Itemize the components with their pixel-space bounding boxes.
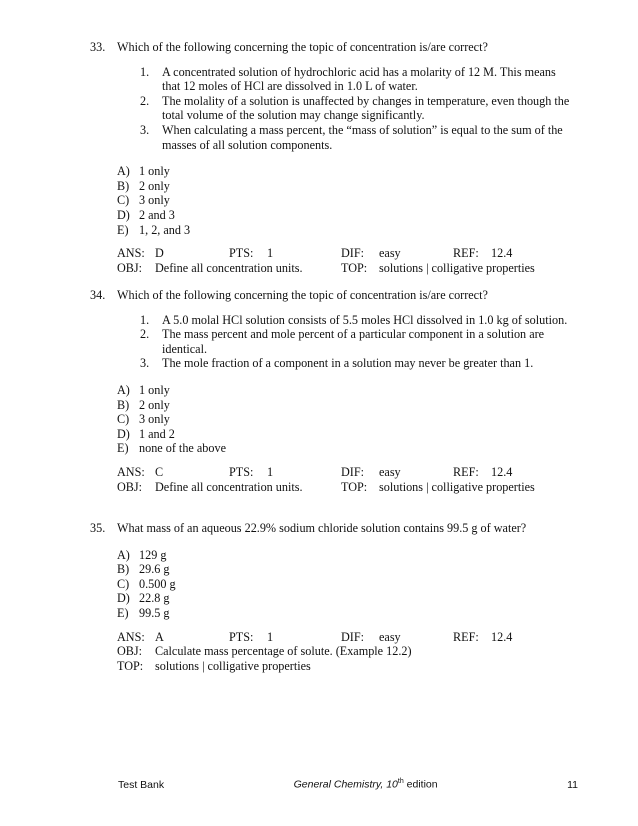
choice-label: E)	[117, 441, 129, 456]
choice-item	[117, 427, 570, 442]
top-label: TOP:	[117, 658, 144, 673]
choice-item	[117, 193, 570, 208]
objective-row	[117, 480, 570, 495]
statement-list	[140, 65, 570, 153]
choice-item	[117, 548, 570, 563]
pts-value: 1	[267, 246, 274, 261]
answer-row	[117, 630, 570, 645]
statement-item	[140, 123, 570, 152]
objective-row	[117, 261, 570, 276]
footer-edition-sup: th	[397, 778, 404, 785]
pts-label: PTS:	[229, 246, 254, 261]
pts-value: 1	[267, 629, 274, 644]
statement-text: The molality of a solution is unaffected by changes in temperature, even though the total volume of the solution may change significantly.	[162, 93, 570, 123]
choice-text: 1 only	[139, 164, 170, 179]
choice-text: 3 only	[139, 193, 170, 208]
answer-row	[117, 465, 570, 480]
dif-value: easy	[379, 246, 401, 261]
choice-text: 2 only	[139, 397, 170, 412]
choice-item	[117, 562, 570, 577]
ans-value: A	[155, 629, 164, 644]
choice-label: D)	[117, 591, 130, 606]
choice-label: A)	[117, 164, 130, 179]
statement-number: 3.	[140, 356, 150, 371]
choice-item	[117, 179, 570, 194]
statement-number: 3.	[140, 122, 150, 137]
choice-label: C)	[117, 576, 130, 591]
choice-item	[117, 606, 570, 621]
ans-label: ANS:	[117, 629, 145, 644]
statement-item	[140, 94, 570, 123]
choice-list	[117, 164, 570, 237]
choice-item	[117, 208, 570, 223]
statement-list	[140, 313, 570, 371]
statement-text: A 5.0 molal HCl solution consists of 5.5 moles HCl dissolved in 1.0 kg of solution.	[162, 312, 568, 327]
choice-list	[117, 383, 570, 456]
top-value: solutions | colligative properties	[155, 658, 311, 673]
choice-text: 129 g	[139, 547, 167, 562]
choice-text: 3 only	[139, 412, 170, 427]
ref-label: REF:	[453, 464, 479, 479]
choice-label: E)	[117, 222, 129, 237]
question-35	[90, 521, 570, 673]
question-number: 34.	[90, 288, 106, 302]
choice-label: A)	[117, 382, 130, 397]
dif-label: DIF:	[341, 464, 365, 479]
ref-value: 12.4	[491, 629, 513, 644]
top-value: solutions | colligative properties	[379, 479, 535, 494]
ref-value: 12.4	[491, 464, 513, 479]
choice-list	[117, 548, 570, 621]
question-text: Which of the following concerning the topic of concentration is/are correct?	[117, 40, 488, 54]
choice-label: A)	[117, 547, 130, 562]
statement-item	[140, 313, 570, 328]
question-33	[90, 40, 570, 275]
choice-item	[117, 591, 570, 606]
top-label: TOP:	[341, 260, 368, 275]
objective-row	[117, 644, 570, 659]
statement-number: 1.	[140, 312, 150, 327]
ref-value: 12.4	[491, 246, 513, 261]
obj-value: Define all concentration units.	[155, 260, 303, 275]
statement-item	[140, 327, 570, 356]
choice-text: 22.8 g	[139, 591, 170, 606]
statement-item	[140, 65, 570, 94]
answer-metadata	[117, 630, 570, 674]
choice-label: D)	[117, 207, 130, 222]
ref-label: REF:	[453, 246, 479, 261]
ans-label: ANS:	[117, 464, 145, 479]
statement-number: 1.	[140, 64, 150, 79]
ans-label: ANS:	[117, 246, 145, 261]
ans-value: D	[155, 246, 164, 261]
choice-text: 2 and 3	[139, 207, 175, 222]
choice-text: 1 only	[139, 382, 170, 397]
choice-item	[117, 383, 570, 398]
answer-metadata	[117, 246, 570, 275]
question-34	[90, 288, 570, 494]
statement-text: A concentrated solution of hydrochloric acid has a molarity of 12 M. This means that 12 moles of HCl are dissolved in 1.0 L of water.	[162, 64, 556, 94]
question-text: Which of the following concerning the topic of concentration is/are correct?	[117, 288, 488, 302]
choice-item	[117, 398, 570, 413]
obj-label: OBJ:	[117, 260, 143, 275]
statement-number: 2.	[140, 93, 150, 108]
choice-text: none of the above	[139, 441, 226, 456]
statement-text: When calculating a mass percent, the “mass of solution” is equal to the sum of the masses of all solution components.	[162, 122, 563, 152]
choice-item	[117, 441, 570, 456]
statement-text: The mass percent and mole percent of a particular component in a solution are identical.	[162, 327, 545, 356]
page-number: 11	[567, 778, 578, 791]
ans-value: C	[155, 464, 164, 479]
statement-number: 2.	[140, 327, 150, 342]
pts-value: 1	[267, 464, 274, 479]
statement-item	[140, 356, 570, 371]
answer-row	[117, 246, 570, 261]
dif-value: easy	[379, 629, 401, 644]
statement-text: The mole fraction of a component in a solution may never be greater than 1.	[162, 356, 534, 371]
page-footer	[118, 775, 578, 792]
choice-label: C)	[117, 193, 130, 208]
obj-label: OBJ:	[117, 644, 143, 659]
footer-book-title	[294, 775, 438, 792]
choice-text: 2 only	[139, 178, 170, 193]
question-number: 35.	[90, 521, 106, 535]
choice-label: E)	[117, 605, 129, 620]
choice-text: 1 and 2	[139, 426, 175, 441]
choice-text: 0.500 g	[139, 576, 176, 591]
question-text: What mass of an aqueous 22.9% sodium chloride solution contains 99.5 g of water?	[117, 521, 527, 535]
obj-value: Calculate mass percentage of solute. (Example 12.2)	[155, 644, 412, 659]
choice-label: B)	[117, 397, 130, 412]
choice-label: D)	[117, 426, 130, 441]
choice-item	[117, 223, 570, 238]
ref-label: REF:	[453, 629, 479, 644]
choice-label: B)	[117, 562, 130, 577]
choice-item	[117, 412, 570, 427]
choice-item	[117, 164, 570, 179]
choice-text: 1, 2, and 3	[139, 222, 191, 237]
obj-label: OBJ:	[117, 479, 143, 494]
choice-text: 29.6 g	[139, 562, 170, 577]
dif-value: easy	[379, 464, 401, 479]
choice-label: B)	[117, 178, 130, 193]
choice-text: 99.5 g	[139, 605, 170, 620]
topic-row	[117, 659, 570, 674]
choice-item	[117, 577, 570, 592]
question-number: 33.	[90, 40, 106, 54]
top-label: TOP:	[341, 479, 368, 494]
pts-label: PTS:	[229, 464, 254, 479]
footer-edition-word: edition	[406, 778, 438, 791]
footer-edition-num: 10	[386, 778, 398, 791]
obj-value: Define all concentration units.	[155, 479, 303, 494]
answer-metadata	[117, 465, 570, 494]
top-value: solutions | colligative properties	[379, 260, 535, 275]
dif-label: DIF:	[341, 246, 365, 261]
choice-label: C)	[117, 412, 130, 427]
footer-left-text: Test Bank	[118, 778, 165, 791]
footer-title: General Chemistry,	[293, 778, 384, 791]
dif-label: DIF:	[341, 629, 365, 644]
pts-label: PTS:	[229, 629, 254, 644]
